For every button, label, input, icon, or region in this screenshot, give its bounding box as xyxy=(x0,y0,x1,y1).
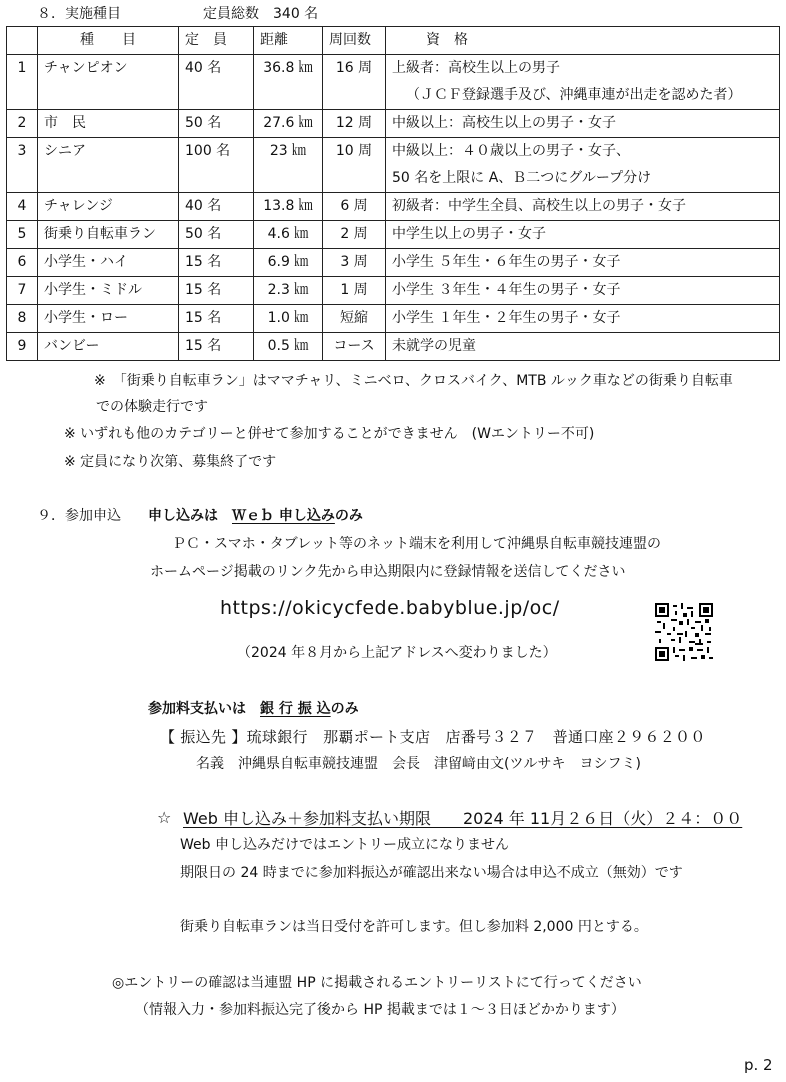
capacity: 100 名 xyxy=(179,138,254,193)
entry-confirm-2: （情報入力・参加料振込完了後から HP 掲載までは１～３日ほどかかります） xyxy=(135,1002,625,1018)
table-header-row xyxy=(7,27,780,55)
table-row xyxy=(7,305,780,333)
note-1-line1: ※ 「街乗り自転車ラン」はママチャリ、ミニベロ、クロスバイク、MTB ルック車などの街乗り自転車 xyxy=(94,373,733,389)
row-number: 4 xyxy=(7,193,38,221)
laps: 2 周 xyxy=(323,221,386,249)
row-number: 3 xyxy=(7,138,38,193)
url-change-note: （2024 年８月から上記アドレスへ変わりました） xyxy=(237,645,557,661)
note-1-line2: での体験走行です xyxy=(96,399,208,415)
event-name: シニア xyxy=(38,138,179,193)
capacity: 40 名 xyxy=(179,55,254,110)
laps: 1 周 xyxy=(323,277,386,305)
row-number: 8 xyxy=(7,305,38,333)
header-distance: 距離 xyxy=(254,27,323,55)
deadline-note-1: Web 申し込みだけではエントリー成立になりません xyxy=(180,837,509,853)
table-row xyxy=(7,138,780,193)
event-name: 小学生・ロー xyxy=(38,305,179,333)
qualification: 上級者：高校生以上の男子 （ＪＣＦ登録選手及び、沖縄車連が出走を認めた者） xyxy=(386,55,780,110)
table-row xyxy=(7,249,780,277)
qualification: 小学生 ５年生・６年生の男子・女子 xyxy=(386,249,780,277)
page-number: p. 2 xyxy=(744,1056,773,1074)
row-number: 5 xyxy=(7,221,38,249)
event-name: バンビー xyxy=(38,333,179,361)
account-holder-name: 名義 沖縄県自転車競技連盟 会長 津留﨑由文(ツルサキ ヨシフミ) xyxy=(196,756,641,772)
table-row xyxy=(7,333,780,361)
capacity: 50 名 xyxy=(179,221,254,249)
laps: 6 周 xyxy=(323,193,386,221)
event-name: 市 民 xyxy=(38,110,179,138)
qr-code-icon xyxy=(655,603,713,661)
section8-heading: ８．実施種目 xyxy=(37,6,121,22)
capacity-total: 定員総数 340 名 xyxy=(203,6,319,22)
header-no xyxy=(7,27,38,55)
header-capacity: 定 員 xyxy=(179,27,254,55)
distance: 13.8 ㎞ xyxy=(254,193,323,221)
event-name: チャンピオン xyxy=(38,55,179,110)
distance: 6.9 ㎞ xyxy=(254,249,323,277)
apply-suffix: のみ xyxy=(334,508,363,524)
apply-desc-1: ＰＣ・スマホ・タブレット等のネット端末を利用して沖縄県自転車競技連盟の xyxy=(172,536,662,552)
distance: 36.8 ㎞ xyxy=(254,55,323,110)
apply-desc-2: ホームページ掲載のリンク先から申込期限内に登録情報を送信してください xyxy=(150,564,626,580)
capacity: 15 名 xyxy=(179,249,254,277)
event-name: 小学生・ハイ xyxy=(38,249,179,277)
qualification: 中級以上：４０歳以上の男子・女子、 50 名を上限に A、Ｂ二つにグループ分け xyxy=(386,138,780,193)
header-event: 種 目 xyxy=(38,27,179,55)
bank-transfer-info: 【 振込先 】琉球銀行 那覇ポート支店 店番号３２７ 普通口座２９６２００ xyxy=(160,728,706,746)
table-row xyxy=(7,110,780,138)
laps: 3 周 xyxy=(323,249,386,277)
section9-heading: ９．参加申込 xyxy=(37,508,121,524)
qualification-line-2: 50 名を上限に A、Ｂ二つにグループ分け xyxy=(392,170,652,186)
capacity: 15 名 xyxy=(179,305,254,333)
fee-method: 銀 行 振 込 xyxy=(260,701,331,717)
deadline-note-2: 期限日の 24 時までに参加料振込が確認出来ない場合は申込不成立（無効）です xyxy=(180,865,683,881)
qualification: 中級以上：高校生以上の男子・女子 xyxy=(386,110,780,138)
distance: 4.6 ㎞ xyxy=(254,221,323,249)
distance: 0.5 ㎞ xyxy=(254,333,323,361)
same-day-registration: 街乗り自転車ランは当日受付を許可します。但し参加料 2,000 円とする。 xyxy=(180,919,648,935)
qualification: 中学生以上の男子・女子 xyxy=(386,221,780,249)
laps: 16 周 xyxy=(323,55,386,110)
row-number: 2 xyxy=(7,110,38,138)
header-qualification: 資 格 xyxy=(386,27,780,55)
qualification-line-2: （ＪＣＦ登録選手及び、沖縄車連が出走を認めた者） xyxy=(406,87,742,103)
capacity: 40 名 xyxy=(179,193,254,221)
table-row xyxy=(7,55,780,110)
distance: 23 ㎞ xyxy=(254,138,323,193)
capacity: 15 名 xyxy=(179,277,254,305)
row-number: 9 xyxy=(7,333,38,361)
entry-confirm-1: ◎エントリーの確認は当連盟 HP に掲載されるエントリーリストにて行ってください xyxy=(112,975,642,991)
row-number: 1 xyxy=(7,55,38,110)
distance: 27.6 ㎞ xyxy=(254,110,323,138)
table-row xyxy=(7,221,780,249)
qualification: 未就学の児童 xyxy=(386,333,780,361)
row-number: 7 xyxy=(7,277,38,305)
fee-prefix: 参加料支払いは xyxy=(148,701,246,717)
laps: 10 周 xyxy=(323,138,386,193)
deadline-star-icon: ☆ xyxy=(157,808,172,827)
laps: 短縮 xyxy=(323,305,386,333)
events-table xyxy=(6,26,780,361)
table-row xyxy=(7,193,780,221)
distance: 2.3 ㎞ xyxy=(254,277,323,305)
deadline: Web 申し込み＋参加料支払い期限 2024 年 11月２６日（火）２４：００ xyxy=(183,809,743,828)
note-3: ※ 定員になり次第、募集終了です xyxy=(64,454,277,470)
apply-prefix: 申し込みは xyxy=(148,508,218,524)
laps: コース xyxy=(323,333,386,361)
row-number: 6 xyxy=(7,249,38,277)
qualification: 初級者：中学生全員、高校生以上の男子・女子 xyxy=(386,193,780,221)
header-laps: 周回数 xyxy=(323,27,386,55)
distance: 1.0 ㎞ xyxy=(254,305,323,333)
event-name: 小学生・ミドル xyxy=(38,277,179,305)
apply-method-line xyxy=(148,505,363,525)
laps: 12 周 xyxy=(323,110,386,138)
capacity: 15 名 xyxy=(179,333,254,361)
fee-suffix: のみ xyxy=(330,701,359,717)
qualification: 小学生 １年生・２年生の男子・女子 xyxy=(386,305,780,333)
registration-url[interactable]: https://okicycfede.babyblue.jp/oc/ xyxy=(220,597,560,619)
event-name: 街乗り自転車ラン xyxy=(38,221,179,249)
capacity: 50 名 xyxy=(179,110,254,138)
apply-method: Ｗｅｂ 申し込み xyxy=(232,508,335,524)
table-row xyxy=(7,277,780,305)
fee-method-line xyxy=(148,698,359,718)
note-2: ※ いずれも他のカテゴリーと併せて参加することができません (Wエントリー不可) xyxy=(64,426,595,442)
qualification: 小学生 ３年生・４年生の男子・女子 xyxy=(386,277,780,305)
event-name: チャレンジ xyxy=(38,193,179,221)
